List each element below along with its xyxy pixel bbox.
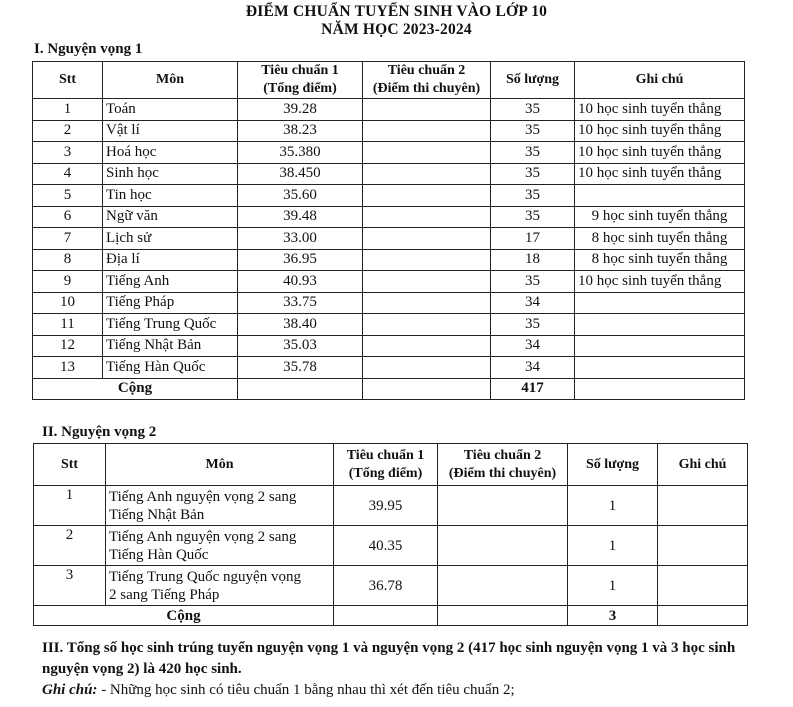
quantity-cell: 1 [568,526,658,566]
subject-cell: Tin học [103,185,238,207]
header-mon: Môn [106,444,334,486]
tc2-cell [438,486,568,526]
stt-cell: 1 [34,486,106,526]
tc1-cell: 36.78 [334,566,438,606]
tc1-cell: 39.95 [334,486,438,526]
footnote [42,682,515,699]
quantity-cell: 35 [491,206,575,228]
quantity-cell: 35 [491,314,575,336]
quantity-cell: 1 [568,566,658,606]
table-row [33,271,745,293]
tc2-cell [363,335,491,357]
tc1-cell: 35.60 [238,185,363,207]
stt-cell: 8 [33,249,103,271]
header-ghi-chu: Ghi chú [575,62,745,99]
total-value: 3 [568,606,658,626]
table-row [34,566,748,606]
tc1-cell: 39.28 [238,99,363,121]
table-header-row [33,62,745,99]
note-cell: 10 học sinh tuyển thẳng [575,163,745,185]
stt-cell: 13 [33,357,103,379]
header-tc1: Tiêu chuẩn 1 (Tổng điểm) [238,62,363,99]
note-cell [575,357,745,379]
quantity-cell: 18 [491,249,575,271]
stt-cell: 9 [33,271,103,293]
quantity-cell: 34 [491,335,575,357]
header-ghi-chu: Ghi chú [658,444,748,486]
section3-summary: III. Tổng số học sinh trúng tuyển nguyện vọng 1 và nguyện vọng 2 (417 học sinh nguyện vọng 1 và 3 học sinh nguyện vọng 2) là 420 học sinh. [42,640,736,677]
tc1-cell: 39.48 [238,206,363,228]
subject-cell: Tiếng Pháp [103,292,238,314]
subject-cell: Tiếng Anh [103,271,238,293]
stt-cell: 2 [33,120,103,142]
note-label: Ghi chú: [42,682,98,698]
tc2-cell [363,163,491,185]
total-row [34,606,748,626]
subject-cell: Sinh học [103,163,238,185]
tc2-cell [363,292,491,314]
subject-cell: Tiếng Hàn Quốc [103,357,238,379]
section2-heading: II. Nguyện vọng 2 [42,424,157,440]
table-header-row [34,444,748,486]
subject-cell: Ngữ văn [103,206,238,228]
table-row [33,335,745,357]
quantity-cell: 34 [491,292,575,314]
tc1-cell: 33.75 [238,292,363,314]
header-stt: Stt [33,62,103,99]
header-stt: Stt [34,444,106,486]
note-cell [575,185,745,207]
table-row [33,142,745,164]
table-row [33,206,745,228]
note-cell [575,335,745,357]
tc2-cell [363,99,491,121]
tc1-cell: 36.95 [238,249,363,271]
quantity-cell: 35 [491,163,575,185]
quantity-cell: 35 [491,120,575,142]
header-so-luong: Số lượng [568,444,658,486]
note-cell: 10 học sinh tuyển thẳng [575,120,745,142]
tc1-cell: 40.35 [334,526,438,566]
header-mon: Môn [103,62,238,99]
total-value: 417 [491,378,575,400]
note-text: - Những học sinh có tiêu chuẩn 1 bằng nhau thì xét đến tiêu chuẩn 2; [97,682,515,698]
subject-cell: Lịch sử [103,228,238,250]
tc2-cell [363,357,491,379]
tc2-cell [363,271,491,293]
tc1-cell: 38.40 [238,314,363,336]
tc1-cell: 38.450 [238,163,363,185]
stt-cell: 3 [34,566,106,606]
tc1-cell: 40.93 [238,271,363,293]
table-row [33,292,745,314]
note-cell: 9 học sinh tuyển thẳng [575,206,745,228]
stt-cell: 6 [33,206,103,228]
subject-cell: Tiếng Trung Quốc [103,314,238,336]
subject-cell: Tiếng Anh nguyện vọng 2 sang Tiếng Nhật Bản [106,486,334,526]
subject-cell: Vật lí [103,120,238,142]
stt-cell: 2 [34,526,106,566]
subject-cell: Toán [103,99,238,121]
subject-cell: Hoá học [103,142,238,164]
quantity-cell: 17 [491,228,575,250]
note-cell: 10 học sinh tuyển thẳng [575,271,745,293]
table-row [33,185,745,207]
tc2-cell [363,142,491,164]
total-row [33,378,745,400]
document-title: ĐIỂM CHUẨN TUYỂN SINH VÀO LỚP 10 [245,3,548,20]
tc2-cell [363,185,491,207]
document-subtitle: NĂM HỌC 2023-2024 [321,21,472,38]
header-tc2: Tiêu chuẩn 2 (Điểm thi chuyên) [438,444,568,486]
note-cell [658,526,748,566]
tc2-cell [363,249,491,271]
stt-cell: 10 [33,292,103,314]
note-cell [658,486,748,526]
section1-heading: I. Nguyện vọng 1 [34,41,143,57]
note-cell [575,292,745,314]
aspiration2-table [33,443,748,626]
quantity-cell: 35 [491,185,575,207]
tc1-cell: 35.380 [238,142,363,164]
tc2-cell [438,566,568,606]
table-row [33,357,745,379]
aspiration1-table [32,61,745,400]
quantity-cell: 35 [491,271,575,293]
table-row [33,99,745,121]
table-row [34,486,748,526]
note-cell: 8 học sinh tuyển thẳng [575,228,745,250]
subject-cell: Tiếng Trung Quốc nguyện vọng 2 sang Tiếng Pháp [106,566,334,606]
header-tc1: Tiêu chuẩn 1 (Tổng điểm) [334,444,438,486]
quantity-cell: 1 [568,486,658,526]
stt-cell: 4 [33,163,103,185]
quantity-cell: 34 [491,357,575,379]
header-so-luong: Số lượng [491,62,575,99]
quantity-cell: 35 [491,99,575,121]
subject-cell: Địa lí [103,249,238,271]
header-tc2: Tiêu chuẩn 2 (Điểm thi chuyên) [363,62,491,99]
stt-cell: 1 [33,99,103,121]
table-row [33,163,745,185]
tc1-cell: 35.03 [238,335,363,357]
table-row [33,314,745,336]
note-cell: 10 học sinh tuyển thẳng [575,99,745,121]
total-label: Cộng [34,606,334,626]
tc2-cell [363,120,491,142]
note-cell [575,314,745,336]
tc1-cell: 35.78 [238,357,363,379]
tc2-cell [363,206,491,228]
subject-cell: Tiếng Nhật Bản [103,335,238,357]
stt-cell: 7 [33,228,103,250]
total-label: Cộng [33,378,238,400]
note-cell: 10 học sinh tuyển thẳng [575,142,745,164]
tc2-cell [438,526,568,566]
stt-cell: 5 [33,185,103,207]
table-row [34,526,748,566]
table-row [33,249,745,271]
stt-cell: 12 [33,335,103,357]
tc1-cell: 38.23 [238,120,363,142]
quantity-cell: 35 [491,142,575,164]
stt-cell: 11 [33,314,103,336]
tc1-cell: 33.00 [238,228,363,250]
table-row [33,228,745,250]
tc2-cell [363,314,491,336]
stt-cell: 3 [33,142,103,164]
subject-cell: Tiếng Anh nguyện vọng 2 sang Tiếng Hàn Quốc [106,526,334,566]
table-row [33,120,745,142]
note-cell: 8 học sinh tuyển thẳng [575,249,745,271]
note-cell [658,566,748,606]
tc2-cell [363,228,491,250]
